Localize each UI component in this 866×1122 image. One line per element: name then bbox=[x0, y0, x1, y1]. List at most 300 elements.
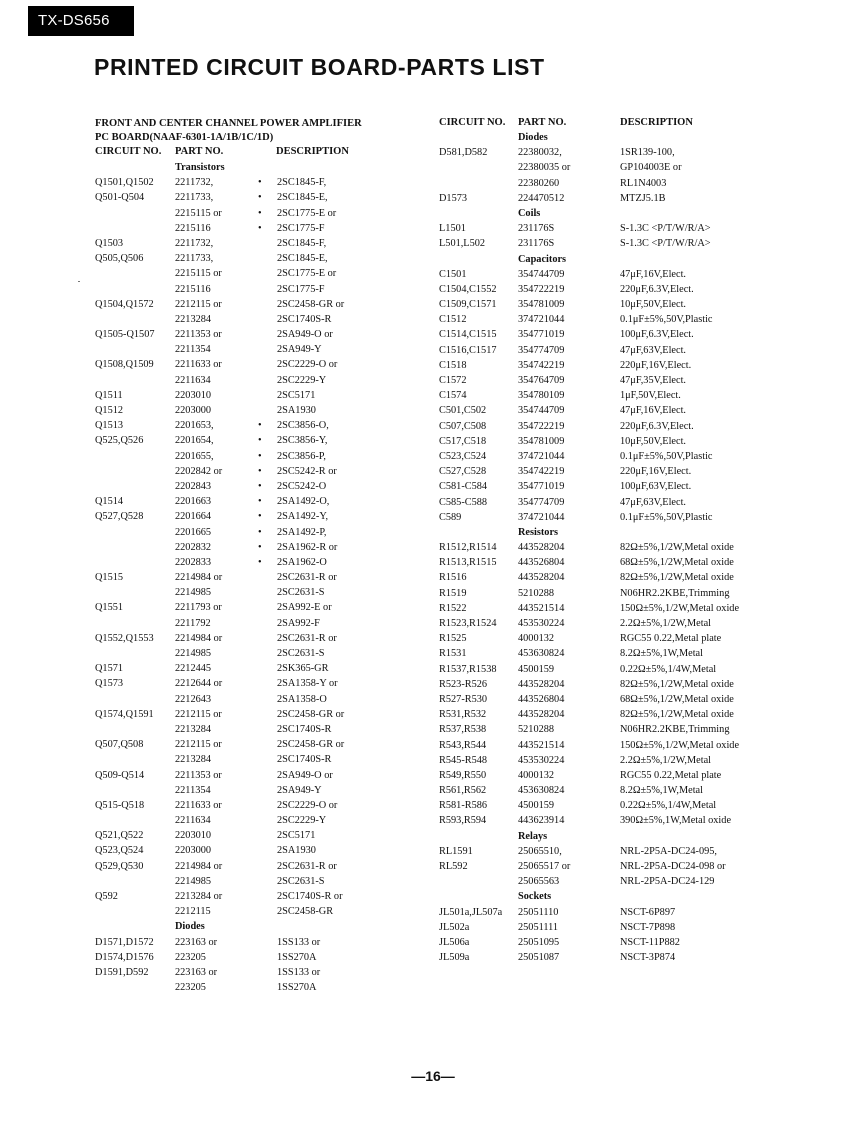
part-no: 443528204 bbox=[518, 678, 565, 690]
description: 2SC2631-S bbox=[277, 587, 325, 599]
part-no: 2215116 bbox=[175, 283, 211, 295]
description: 2SA1930 bbox=[277, 845, 316, 857]
table-row bbox=[95, 768, 425, 783]
circuit-no: R1516 bbox=[439, 572, 467, 584]
circuit-no: C1504,C1552 bbox=[439, 283, 497, 295]
left-col-circuit-header: CIRCUIT NO. bbox=[95, 146, 162, 157]
circuit-no: R523-R526 bbox=[439, 678, 488, 690]
table-row bbox=[439, 920, 849, 935]
part-no: 354774709 bbox=[518, 344, 565, 356]
circuit-no: Q1508,Q1509 bbox=[95, 359, 154, 371]
part-no: 22380032, bbox=[518, 147, 562, 159]
table-row bbox=[439, 570, 849, 585]
table-row bbox=[95, 737, 425, 752]
circuit-no: R545-R548 bbox=[439, 754, 488, 766]
circuit-no: RL592 bbox=[439, 861, 468, 872]
circuit-no: Q1513 bbox=[95, 420, 124, 432]
part-no: 2215115 or bbox=[175, 207, 222, 219]
part-no: 354744709 bbox=[518, 268, 565, 280]
table-row bbox=[95, 509, 425, 524]
table-row bbox=[95, 190, 425, 205]
table-row bbox=[439, 859, 849, 874]
right-parts-list bbox=[439, 130, 849, 965]
safety-mark: • bbox=[258, 496, 262, 508]
table-row bbox=[95, 206, 425, 221]
part-no: 2212644 or bbox=[175, 678, 223, 690]
circuit-no: R1537,R1538 bbox=[439, 663, 497, 675]
table-row bbox=[95, 950, 425, 965]
description: GP104003E or bbox=[620, 162, 682, 174]
table-row bbox=[95, 540, 425, 555]
table-row bbox=[95, 525, 425, 540]
part-no: 443526804 bbox=[518, 557, 565, 569]
circuit-no: Q1514 bbox=[95, 496, 124, 508]
part-no: 354780109 bbox=[518, 390, 565, 402]
part-no: 4500159 bbox=[518, 800, 555, 812]
table-row bbox=[95, 798, 425, 813]
description: 2SA949-O or bbox=[277, 769, 333, 781]
description: 47μF,35V,Elect. bbox=[620, 375, 686, 386]
section-label: Relays bbox=[518, 830, 548, 842]
part-no: 443526804 bbox=[518, 693, 565, 705]
part-no: 2211732, bbox=[175, 177, 214, 189]
table-row bbox=[439, 495, 849, 510]
page-number: —16— bbox=[411, 1068, 455, 1084]
part-no: 223163 or bbox=[175, 936, 218, 948]
description: 47μF,16V,Elect. bbox=[620, 405, 686, 417]
table-row bbox=[439, 434, 849, 449]
part-no: 2213284 bbox=[175, 754, 212, 766]
table-row bbox=[95, 297, 425, 312]
safety-mark: • bbox=[258, 207, 262, 219]
circuit-no: Q527,Q528 bbox=[95, 511, 144, 523]
part-no: 2202832 bbox=[175, 541, 212, 553]
table-row bbox=[95, 388, 425, 403]
circuit-no: C1516,C1517 bbox=[439, 344, 497, 356]
part-no: 231176S bbox=[518, 238, 555, 250]
description: 2SC3856-P, bbox=[277, 450, 326, 462]
table-row bbox=[439, 449, 849, 464]
circuit-no: Q525,Q526 bbox=[95, 435, 144, 447]
description: 47μF,63V,Elect. bbox=[620, 344, 686, 356]
description: 2SA949-Y bbox=[277, 344, 322, 356]
table-row bbox=[439, 753, 849, 768]
circuit-no: R531,R532 bbox=[439, 709, 487, 721]
description: 220μF,6.3V,Elect. bbox=[620, 283, 694, 295]
description: 82Ω±5%,1/2W,Metal oxide bbox=[620, 678, 734, 690]
part-no: 354722219 bbox=[518, 283, 565, 295]
part-no: 25065510, bbox=[518, 845, 562, 857]
part-no: 453630824 bbox=[518, 648, 565, 660]
part-no: 453530224 bbox=[518, 754, 565, 766]
safety-mark: • bbox=[258, 435, 262, 447]
part-no: 354744709 bbox=[518, 405, 565, 417]
table-row bbox=[95, 783, 425, 798]
part-no: 2211634 bbox=[175, 815, 211, 827]
table-row bbox=[439, 327, 849, 342]
part-no: 5210288 bbox=[518, 587, 555, 599]
description: 2SC1740S-R bbox=[277, 723, 332, 735]
table-row bbox=[439, 145, 849, 160]
description: 1SS270A bbox=[277, 982, 317, 994]
part-no: 2211733, bbox=[175, 253, 214, 265]
circuit-no: Q515-Q518 bbox=[95, 799, 145, 811]
table-row bbox=[95, 251, 425, 266]
description: N06HR2.2KBE,Trimming bbox=[620, 587, 730, 599]
description: 2SC2229-Y bbox=[277, 815, 327, 827]
part-no: 25065517 or bbox=[518, 861, 571, 872]
table-row bbox=[95, 600, 425, 615]
table-row bbox=[439, 935, 849, 950]
part-no: 354774709 bbox=[518, 496, 565, 508]
table-row bbox=[95, 312, 425, 327]
part-no: 25065563 bbox=[518, 876, 560, 888]
part-no: 374721044 bbox=[518, 450, 565, 462]
circuit-no: Q521,Q522 bbox=[95, 830, 144, 842]
circuit-no: Q1503 bbox=[95, 237, 124, 249]
circuit-no: R537,R538 bbox=[439, 724, 487, 736]
description: NSCT-11P882 bbox=[620, 936, 680, 948]
left-col-part-header: PART NO. bbox=[175, 146, 224, 157]
circuit-no: C527,C528 bbox=[439, 466, 487, 478]
description: 2SC5242-O bbox=[277, 480, 327, 492]
part-no: 2212115 or bbox=[175, 739, 222, 751]
part-no: 2201664 bbox=[175, 511, 212, 523]
right-col-part-header: PART NO. bbox=[518, 117, 567, 128]
circuit-no: D1571,D1572 bbox=[95, 936, 154, 948]
table-row bbox=[439, 950, 849, 965]
description: N06HR2.2KBE,Trimming bbox=[620, 724, 730, 736]
table-row bbox=[439, 236, 849, 251]
description: 47μF,63V,Elect. bbox=[620, 496, 686, 508]
part-no: 2203000 bbox=[175, 405, 212, 416]
part-no: 2213284 bbox=[175, 313, 212, 325]
part-no: 2214985 bbox=[175, 648, 212, 659]
table-row bbox=[439, 388, 849, 403]
description: 0.22Ω±5%,1/4W,Metal bbox=[620, 663, 717, 675]
description: 0.1μF±5%,50V,Plastic bbox=[620, 314, 713, 326]
circuit-no: C507,C508 bbox=[439, 420, 487, 432]
part-no: 354722219 bbox=[518, 420, 565, 432]
part-no: 25051087 bbox=[518, 952, 560, 964]
description: NSCT-6P897 bbox=[620, 906, 676, 918]
safety-mark: • bbox=[258, 420, 262, 432]
description: 2SC5242-R or bbox=[277, 465, 337, 477]
description: 390Ω±5%,1W,Metal oxide bbox=[620, 815, 732, 827]
section-label: Sockets bbox=[518, 891, 552, 903]
part-no: 224470512 bbox=[518, 192, 565, 204]
circuit-no: C581-C584 bbox=[439, 481, 488, 493]
table-row bbox=[439, 267, 849, 282]
table-row bbox=[95, 327, 425, 342]
circuit-no: L501,L502 bbox=[439, 238, 486, 250]
description: 1SS133 or bbox=[277, 966, 321, 978]
circuit-no: L1501 bbox=[439, 223, 466, 235]
table-row bbox=[95, 889, 425, 904]
description: 0.1μF±5%,50V,Plastic bbox=[620, 511, 713, 523]
description: 2SA992-E or bbox=[277, 602, 332, 614]
description: 220μF,6.3V,Elect. bbox=[620, 420, 694, 432]
part-no: 2212643 bbox=[175, 693, 212, 705]
description: 2SC2631-R or bbox=[277, 632, 337, 644]
circuit-no: Q523,Q524 bbox=[95, 845, 144, 857]
part-no: 2214984 or bbox=[175, 632, 223, 644]
part-no: 2203010 bbox=[175, 389, 212, 401]
circuit-no: Q1574,Q1591 bbox=[95, 708, 154, 720]
table-row bbox=[439, 798, 849, 813]
table-row bbox=[439, 373, 849, 388]
circuit-no: Q1515 bbox=[95, 572, 124, 584]
circuit-no: JL501a,JL507a bbox=[439, 906, 503, 918]
part-no: 2201663 bbox=[175, 496, 212, 508]
safety-mark: • bbox=[258, 177, 262, 189]
part-no: 354781009 bbox=[518, 299, 565, 311]
description: RL1N4003 bbox=[620, 177, 667, 189]
section-heading bbox=[439, 206, 849, 221]
circuit-no: Q509-Q514 bbox=[95, 769, 145, 781]
description: 2SC5171 bbox=[277, 389, 316, 401]
part-no: 25051110 bbox=[518, 906, 559, 918]
description: 8.2Ω±5%,1W,Metal bbox=[620, 785, 703, 797]
table-row bbox=[95, 449, 425, 464]
circuit-no: C523,C524 bbox=[439, 450, 487, 462]
description: 2.2Ω±5%,1/2W,Metal bbox=[620, 754, 711, 766]
part-no: 443623914 bbox=[518, 815, 565, 827]
table-row bbox=[439, 312, 849, 327]
description: 10μF,50V,Elect. bbox=[620, 435, 686, 447]
description: 1SR139-100, bbox=[620, 147, 675, 159]
circuit-no: R527-R530 bbox=[439, 693, 488, 705]
table-row bbox=[439, 844, 849, 859]
table-row bbox=[95, 859, 425, 874]
safety-mark: • bbox=[258, 450, 262, 462]
part-no: 2211353 or bbox=[175, 329, 222, 341]
part-no: 354742219 bbox=[518, 466, 565, 478]
circuit-no: C585-C588 bbox=[439, 496, 488, 508]
part-no: 223163 or bbox=[175, 966, 218, 978]
part-no: 2212445 bbox=[175, 663, 212, 675]
description: 2SC2458-GR bbox=[277, 906, 334, 918]
circuit-no: JL509a bbox=[439, 952, 470, 964]
table-row bbox=[95, 631, 425, 646]
description: S-1.3C <P/T/W/R/A> bbox=[620, 223, 711, 235]
circuit-no: R561,R562 bbox=[439, 785, 487, 797]
section-label: Capacitors bbox=[518, 253, 567, 265]
table-row bbox=[95, 266, 425, 281]
description: 2SA1492-Y, bbox=[277, 511, 329, 523]
right-col-desc-header: DESCRIPTION bbox=[620, 117, 693, 128]
table-row bbox=[439, 160, 849, 175]
description: 2SC2631-S bbox=[277, 648, 325, 659]
section-label: Transistors bbox=[175, 162, 225, 173]
circuit-no: Q1551 bbox=[95, 602, 124, 614]
safety-mark: • bbox=[258, 556, 262, 568]
part-no: 2215116 bbox=[175, 222, 211, 234]
circuit-no: Q592 bbox=[95, 891, 118, 902]
table-row bbox=[95, 904, 425, 919]
circuit-no: R1525 bbox=[439, 633, 467, 645]
safety-mark: • bbox=[258, 511, 262, 523]
table-row bbox=[95, 342, 425, 357]
part-no: 453530224 bbox=[518, 618, 565, 629]
table-row bbox=[439, 768, 849, 783]
table-row bbox=[439, 221, 849, 236]
circuit-no: R1513,R1515 bbox=[439, 557, 497, 569]
part-no: 2211354 bbox=[175, 784, 211, 796]
table-row bbox=[439, 403, 849, 418]
model-badge: TX-DS656 bbox=[28, 6, 134, 36]
circuit-no: Q507,Q508 bbox=[95, 739, 144, 751]
circuit-no: Q501-Q504 bbox=[95, 192, 145, 204]
right-col-circuit-header: CIRCUIT NO. bbox=[439, 117, 506, 128]
part-no: 354742219 bbox=[518, 359, 565, 371]
description: 2SA949-O or bbox=[277, 329, 333, 341]
description: 220μF,16V,Elect. bbox=[620, 359, 692, 371]
part-no: 2213284 bbox=[175, 723, 212, 735]
description: 2SC2229-Y bbox=[277, 374, 327, 386]
circuit-no: Q529,Q530 bbox=[95, 860, 144, 872]
table-row bbox=[439, 176, 849, 191]
circuit-no: RL1591 bbox=[439, 845, 473, 857]
description: 220μF,16V,Elect. bbox=[620, 466, 692, 478]
safety-mark: • bbox=[258, 480, 262, 492]
table-row bbox=[439, 282, 849, 297]
part-no: 25051095 bbox=[518, 936, 560, 948]
circuit-no: C501,C502 bbox=[439, 405, 487, 417]
description: NSCT-3P874 bbox=[620, 952, 676, 964]
section-heading bbox=[439, 889, 849, 904]
table-row bbox=[439, 813, 849, 828]
table-row bbox=[95, 707, 425, 722]
circuit-no: C1501 bbox=[439, 268, 467, 280]
table-row bbox=[439, 646, 849, 661]
table-row bbox=[439, 343, 849, 358]
circuit-no: R581-R586 bbox=[439, 800, 488, 812]
part-no: 2203010 bbox=[175, 830, 212, 842]
circuit-no: Q1501,Q1502 bbox=[95, 177, 154, 189]
description: 2SC3856-Y, bbox=[277, 435, 328, 447]
section-label: Resistors bbox=[518, 526, 559, 538]
part-no: 374721044 bbox=[518, 511, 565, 523]
part-no: 2212115 or bbox=[175, 708, 222, 720]
circuit-no: Q1505-Q1507 bbox=[95, 329, 155, 341]
description: 1SS270A bbox=[277, 951, 317, 963]
table-row bbox=[95, 935, 425, 950]
circuit-no: C1574 bbox=[439, 390, 467, 402]
table-row bbox=[95, 479, 425, 494]
table-row bbox=[439, 783, 849, 798]
table-row bbox=[95, 282, 425, 297]
section-label: Diodes bbox=[175, 921, 205, 933]
description: NSCT-7P898 bbox=[620, 921, 676, 933]
table-row bbox=[439, 677, 849, 692]
part-no: 2211733, bbox=[175, 192, 214, 204]
description: 2SC2458-GR or bbox=[277, 708, 345, 720]
description: 2SA1358-O bbox=[277, 693, 327, 705]
description: 2SC1775-F bbox=[277, 283, 325, 295]
part-no: 2211634 bbox=[175, 374, 211, 386]
circuit-no: R593,R594 bbox=[439, 815, 487, 827]
description: 2SC1845-F, bbox=[277, 237, 327, 249]
table-row bbox=[95, 236, 425, 251]
part-no: 2201665 bbox=[175, 526, 212, 538]
table-row bbox=[95, 965, 425, 980]
circuit-no: D581,D582 bbox=[439, 147, 488, 159]
part-no: 2211732, bbox=[175, 237, 214, 249]
description: 2SA1962-O bbox=[277, 556, 327, 568]
description: 68Ω±5%,1/2W,Metal oxide bbox=[620, 557, 734, 569]
circuit-no: R543,R544 bbox=[439, 739, 487, 751]
description: 2SA1358-Y or bbox=[277, 678, 338, 690]
description: 100μF,6.3V,Elect. bbox=[620, 329, 694, 341]
part-no: 2211353 or bbox=[175, 769, 222, 781]
table-row bbox=[95, 843, 425, 858]
left-heading-line2: PC BOARD(NAAF-6301-1A/1B/1C/1D) bbox=[95, 132, 274, 143]
description: 2.2Ω±5%,1/2W,Metal bbox=[620, 618, 711, 629]
part-no: 22380260 bbox=[518, 177, 560, 189]
part-no: 354781009 bbox=[518, 435, 565, 447]
circuit-no: R1512,R1514 bbox=[439, 542, 497, 554]
description: 2SC3856-O, bbox=[277, 420, 329, 432]
safety-mark: • bbox=[258, 222, 262, 234]
part-no: 2202843 bbox=[175, 480, 212, 492]
description: 0.1μF±5%,50V,Plastic bbox=[620, 450, 713, 462]
description: 150Ω±5%,1/2W,Metal oxide bbox=[620, 739, 740, 751]
table-row bbox=[439, 464, 849, 479]
part-no: 223205 bbox=[175, 982, 206, 994]
part-no: 2215115 or bbox=[175, 268, 222, 280]
left-heading-line1: FRONT AND CENTER CHANNEL POWER AMPLIFIER bbox=[95, 118, 362, 129]
description: NRL-2P5A-DC24-098 or bbox=[620, 861, 726, 872]
description: 2SC2631-R or bbox=[277, 860, 337, 872]
part-no: 2203000 bbox=[175, 845, 212, 857]
description: 82Ω±5%,1/2W,Metal oxide bbox=[620, 542, 734, 554]
description: MTZJ5.1B bbox=[620, 192, 666, 204]
part-no: 2202833 bbox=[175, 556, 212, 568]
section-heading bbox=[95, 160, 425, 175]
description: 100μF,63V,Elect. bbox=[620, 481, 692, 493]
page-title: PRINTED CIRCUIT BOARD-PARTS LIST bbox=[94, 54, 545, 80]
left-section-heading bbox=[95, 117, 362, 145]
margin-mark bbox=[78, 281, 80, 282]
part-no: 25051111 bbox=[518, 921, 559, 933]
table-row bbox=[439, 707, 849, 722]
description: 2SC1740S-R or bbox=[277, 891, 343, 902]
section-heading bbox=[439, 252, 849, 267]
part-no: 2214984 or bbox=[175, 860, 223, 872]
table-row bbox=[439, 419, 849, 434]
part-no: 443528204 bbox=[518, 709, 565, 721]
table-row bbox=[439, 297, 849, 312]
section-heading bbox=[439, 829, 849, 844]
table-row bbox=[439, 738, 849, 753]
circuit-no: R1519 bbox=[439, 587, 467, 599]
description: S-1.3C <P/T/W/R/A> bbox=[620, 238, 711, 250]
left-parts-list bbox=[95, 160, 425, 995]
table-row bbox=[95, 692, 425, 707]
table-row bbox=[95, 616, 425, 631]
section-heading bbox=[95, 919, 425, 934]
part-no: 22380035 or bbox=[518, 162, 571, 174]
circuit-no: JL506a bbox=[439, 936, 470, 948]
description: 2SC1740S-R bbox=[277, 754, 332, 766]
section-heading bbox=[439, 130, 849, 145]
table-row bbox=[95, 433, 425, 448]
table-row bbox=[439, 358, 849, 373]
description: 47μF,16V,Elect. bbox=[620, 268, 686, 280]
part-no: 2211792 bbox=[175, 617, 211, 629]
circuit-no: R549,R550 bbox=[439, 769, 487, 781]
